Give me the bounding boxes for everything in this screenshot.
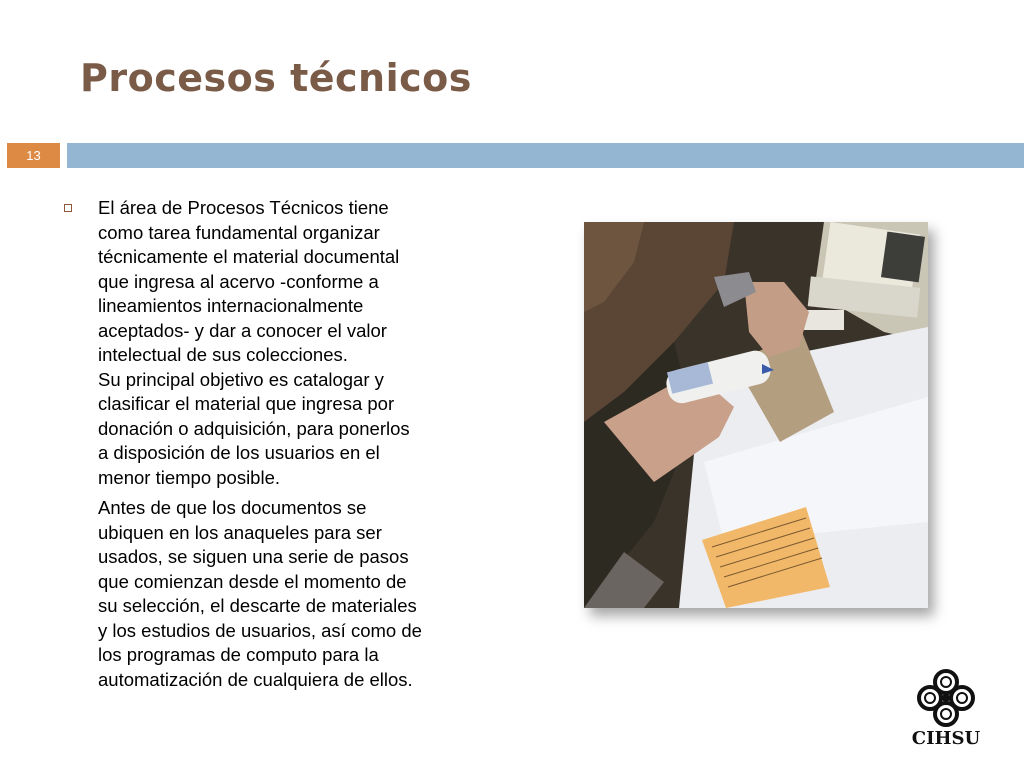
header-divider-bar (67, 143, 1024, 168)
text-line: ubiquen en los anaqueles para ser (98, 521, 382, 543)
square-bullet-icon (64, 204, 72, 212)
paragraph-2 (98, 368, 502, 491)
text-line: clasificar el material que ingresa por (98, 393, 395, 414)
text-line: donación o adquisición, para ponerlos (98, 417, 410, 439)
text-line: a disposición de los usuarios en el (98, 442, 380, 463)
bullet-item (62, 196, 502, 692)
paragraph-1 (98, 196, 502, 368)
text-line: menor tiempo posible. (98, 466, 281, 488)
text-line: su selección, el descarte de materiales (98, 595, 417, 616)
text-line: aceptados- y dar a conocer el valor (98, 319, 387, 341)
text-line: automatización de cualquiera de ellos. (98, 668, 413, 690)
slide-title: Procesos técnicos (80, 56, 472, 100)
body-text (62, 196, 502, 692)
text-line: técnicamente el material documental (98, 246, 400, 267)
logo-text: CIHSU (911, 728, 981, 749)
text-line: y los estudios de usuarios, así como de (98, 619, 422, 641)
text-line: intelectual de sus colecciones. (98, 344, 348, 365)
text-line: El área de Procesos Técnicos tiene (98, 197, 389, 218)
text-line: que ingresa al acervo -conforme a (98, 270, 379, 292)
text-line: como tarea fundamental organizar (98, 221, 380, 243)
text-line: lineamientos internacionalmente (98, 295, 364, 316)
paragraph-3 (98, 496, 502, 692)
text-line: que comienzan desde el momento de (98, 570, 407, 592)
text-line: Antes de que los documentos se (98, 497, 367, 518)
slide-number-badge: 13 (7, 143, 60, 168)
text-line: Su principal objetivo es catalogar y (98, 368, 384, 390)
text-line: usados, se siguen una serie de pasos (98, 546, 409, 567)
cataloging-photo (584, 222, 928, 608)
text-line: los programas de computo para la (98, 644, 379, 665)
